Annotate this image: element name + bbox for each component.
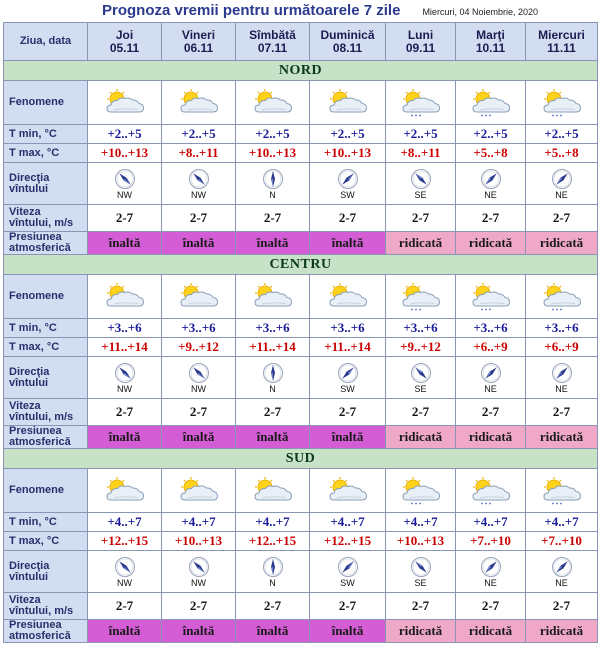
wind-speed-value: 2-7 — [236, 399, 310, 426]
day-date: 10.11 — [475, 40, 506, 55]
wind-direction-cell — [386, 163, 456, 205]
day-header — [310, 23, 386, 61]
label-line: Presiunea — [9, 619, 62, 631]
region-name: NORD — [4, 61, 598, 81]
tmin-value: +3..+6 — [236, 319, 310, 338]
pressure-value: ridicată — [526, 232, 598, 255]
wind-direction-cell — [526, 551, 598, 593]
wind-speed-value: 2-7 — [162, 593, 236, 620]
wind-direction-value: NE — [555, 577, 568, 588]
tmax-label: T max, °C — [4, 144, 88, 163]
wind-direction-value: NW — [117, 577, 132, 588]
sun-cloud-icon — [310, 469, 386, 513]
wind-direction-value: N — [269, 189, 276, 200]
wind-direction-cell — [88, 163, 162, 205]
wind-direction-cell — [526, 357, 598, 399]
pressure-value: ridicată — [386, 426, 456, 449]
tmin-value: +4..+7 — [386, 513, 456, 532]
region-name: CENTRU — [4, 255, 598, 275]
compass-icon — [551, 556, 573, 578]
day-date: 08.11 — [332, 40, 363, 55]
page-header — [0, 0, 600, 22]
phenomena-label: Fenomene — [4, 469, 88, 513]
day-date: 09.11 — [405, 40, 436, 55]
tmin-label: T min, °C — [4, 513, 88, 532]
tmax-value: +9..+12 — [162, 338, 236, 357]
wind-direction-cell — [526, 163, 598, 205]
wind-direction-cell — [162, 551, 236, 593]
label-line: vîntului — [9, 570, 49, 583]
sun-cloud-snow-icon — [456, 81, 526, 125]
wind-speed-label — [4, 593, 88, 620]
tmax-value: +10..+13 — [236, 144, 310, 163]
wind-direction-cell — [386, 551, 456, 593]
tmin-value: +3..+6 — [88, 319, 162, 338]
day-header — [456, 23, 526, 61]
tmax-value: +12..+15 — [310, 532, 386, 551]
compass-icon — [114, 556, 136, 578]
day-name: Sîmbătă — [249, 27, 296, 42]
label-line: vîntului, m/s — [9, 217, 74, 229]
day-header — [88, 23, 162, 61]
wind-direction-cell — [162, 163, 236, 205]
tmax-value: +10..+13 — [162, 532, 236, 551]
tmax-value: +5..+8 — [456, 144, 526, 163]
wind-speed-value: 2-7 — [88, 399, 162, 426]
pressure-value: înaltă — [310, 232, 386, 255]
issue-date: Miercuri, 04 Noiembrie, 2020 — [422, 7, 538, 17]
day-header — [526, 23, 598, 61]
wind-speed-value: 2-7 — [88, 205, 162, 232]
phenomena-row — [4, 469, 598, 513]
tmax-value: +10..+13 — [386, 532, 456, 551]
wind-speed-row — [4, 399, 598, 426]
label-line: Viteza — [9, 400, 41, 412]
day-name: Duminică — [320, 27, 375, 42]
label-line: Presiunea — [9, 231, 62, 243]
tmax-value: +6..+9 — [456, 338, 526, 357]
tmin-value: +4..+7 — [310, 513, 386, 532]
tmin-value: +3..+6 — [456, 319, 526, 338]
sun-cloud-snow-icon — [386, 275, 456, 319]
phenomena-label: Fenomene — [4, 275, 88, 319]
tmin-value: +2..+5 — [526, 125, 598, 144]
tmax-value: +8..+11 — [386, 144, 456, 163]
sun-cloud-icon — [162, 275, 236, 319]
wind-direction-cell — [310, 163, 386, 205]
label-line: Direcţia — [9, 365, 50, 378]
wind-direction-cell — [88, 357, 162, 399]
header-label: Ziua, data — [4, 23, 88, 61]
wind-speed-value: 2-7 — [526, 399, 598, 426]
pressure-value: ridicată — [456, 620, 526, 643]
sun-cloud-icon — [88, 469, 162, 513]
tmax-value: +11..+14 — [88, 338, 162, 357]
page-title: Prognoza vremii pentru următoarele 7 zile — [102, 2, 401, 19]
wind-speed-value: 2-7 — [386, 205, 456, 232]
wind-speed-label — [4, 205, 88, 232]
compass-icon — [337, 556, 359, 578]
sun-cloud-icon — [236, 469, 310, 513]
sun-cloud-snow-icon — [456, 275, 526, 319]
tmax-value: +8..+11 — [162, 144, 236, 163]
day-header — [162, 23, 236, 61]
sun-cloud-snow-icon — [386, 469, 456, 513]
tmax-value: +12..+15 — [88, 532, 162, 551]
tmax-label: T max, °C — [4, 532, 88, 551]
day-date: 11.11 — [547, 40, 576, 55]
pressure-value: ridicată — [456, 232, 526, 255]
tmin-value: +2..+5 — [236, 125, 310, 144]
compass-icon — [480, 362, 502, 384]
day-name: Luni — [407, 27, 434, 42]
sun-cloud-snow-icon — [526, 469, 598, 513]
wind-direction-value: NW — [191, 383, 206, 394]
compass-icon — [551, 168, 573, 190]
label-line: Presiunea — [9, 425, 62, 437]
sun-cloud-icon — [236, 81, 310, 125]
phenomena-label: Fenomene — [4, 81, 88, 125]
tmin-label: T min, °C — [4, 125, 88, 144]
tmax-row — [4, 532, 598, 551]
tmin-row — [4, 319, 598, 338]
sun-cloud-icon — [88, 275, 162, 319]
compass-icon — [480, 168, 502, 190]
sun-cloud-icon — [310, 275, 386, 319]
tmax-value: +7..+10 — [456, 532, 526, 551]
wind-speed-value: 2-7 — [456, 399, 526, 426]
pressure-value: înaltă — [236, 426, 310, 449]
wind-speed-value: 2-7 — [386, 399, 456, 426]
wind-direction-cell — [88, 551, 162, 593]
label-line: Direcţia — [9, 171, 50, 184]
wind-speed-value: 2-7 — [310, 399, 386, 426]
wind-direction-value: NE — [555, 189, 568, 200]
wind-direction-label — [4, 357, 88, 399]
day-name: Miercuri — [538, 27, 585, 42]
day-name: Marţi — [476, 27, 505, 42]
label-line: vîntului, m/s — [9, 605, 74, 617]
sun-cloud-snow-icon — [386, 81, 456, 125]
sun-cloud-snow-icon — [526, 275, 598, 319]
wind-direction-cell — [162, 357, 236, 399]
wind-direction-cell — [236, 551, 310, 593]
wind-direction-value: NE — [484, 383, 497, 394]
day-header — [386, 23, 456, 61]
day-header — [236, 23, 310, 61]
wind-speed-value: 2-7 — [162, 399, 236, 426]
pressure-value: ridicată — [386, 620, 456, 643]
wind-direction-value: SE — [414, 189, 427, 200]
pressure-label — [4, 620, 88, 643]
wind-speed-value: 2-7 — [236, 205, 310, 232]
compass-icon — [410, 168, 432, 190]
wind-speed-value: 2-7 — [526, 593, 598, 620]
wind-direction-cell — [456, 163, 526, 205]
wind-speed-value: 2-7 — [88, 593, 162, 620]
tmax-value: +10..+13 — [88, 144, 162, 163]
pressure-value: înaltă — [310, 426, 386, 449]
label-line: Direcţia — [9, 559, 50, 572]
sun-cloud-icon — [310, 81, 386, 125]
wind-direction-value: NW — [117, 383, 132, 394]
tmin-value: +4..+7 — [526, 513, 598, 532]
wind-direction-value: NE — [484, 189, 497, 200]
wind-direction-value: NW — [191, 577, 206, 588]
wind-speed-value: 2-7 — [386, 593, 456, 620]
day-date: 07.11 — [257, 40, 288, 55]
pressure-value: înaltă — [162, 426, 236, 449]
sun-cloud-snow-icon — [526, 81, 598, 125]
wind-direction-value: NW — [117, 189, 132, 200]
compass-icon — [262, 362, 284, 384]
wind-direction-value: NE — [484, 577, 497, 588]
wind-direction-value: N — [269, 577, 276, 588]
wind-speed-row — [4, 205, 598, 232]
wind-direction-cell — [236, 163, 310, 205]
wind-direction-value: SW — [340, 189, 355, 200]
tmin-value: +4..+7 — [456, 513, 526, 532]
pressure-value: înaltă — [88, 620, 162, 643]
tmax-value: +11..+14 — [310, 338, 386, 357]
sun-cloud-icon — [162, 469, 236, 513]
label-line: atmosferică — [9, 242, 71, 254]
wind-direction-cell — [310, 357, 386, 399]
pressure-value: înaltă — [162, 232, 236, 255]
region-row — [4, 449, 598, 469]
day-date: 06.11 — [183, 40, 214, 55]
wind-direction-value: SE — [414, 577, 427, 588]
pressure-row — [4, 620, 598, 643]
wind-direction-value: SW — [340, 577, 355, 588]
label-line: vîntului, m/s — [9, 411, 74, 423]
tmin-value: +2..+5 — [162, 125, 236, 144]
compass-icon — [337, 168, 359, 190]
tmax-value: +7..+10 — [526, 532, 598, 551]
tmin-label: T min, °C — [4, 319, 88, 338]
label-line: vîntului — [9, 376, 49, 389]
compass-icon — [337, 362, 359, 384]
tmin-value: +2..+5 — [88, 125, 162, 144]
tmax-value: +5..+8 — [526, 144, 598, 163]
wind-speed-row — [4, 593, 598, 620]
header-row — [4, 23, 598, 61]
compass-icon — [188, 362, 210, 384]
compass-icon — [551, 362, 573, 384]
tmin-value: +4..+7 — [162, 513, 236, 532]
pressure-value: înaltă — [88, 426, 162, 449]
tmin-value: +3..+6 — [526, 319, 598, 338]
pressure-value: înaltă — [88, 232, 162, 255]
wind-direction-value: SE — [414, 383, 427, 394]
pressure-value: înaltă — [162, 620, 236, 643]
region-row — [4, 255, 598, 275]
pressure-value: ridicată — [526, 620, 598, 643]
pressure-value: ridicată — [526, 426, 598, 449]
wind-direction-cell — [310, 551, 386, 593]
wind-speed-label — [4, 399, 88, 426]
tmax-value: +6..+9 — [526, 338, 598, 357]
wind-direction-cell — [456, 357, 526, 399]
region-row — [4, 61, 598, 81]
wind-direction-cell — [236, 357, 310, 399]
tmin-value: +2..+5 — [310, 125, 386, 144]
label-line: Viteza — [9, 594, 41, 606]
pressure-row — [4, 232, 598, 255]
label-line: vîntului — [9, 182, 49, 195]
label-line: Viteza — [9, 206, 41, 218]
wind-direction-value: N — [269, 383, 276, 394]
tmin-value: +3..+6 — [386, 319, 456, 338]
wind-speed-value: 2-7 — [310, 205, 386, 232]
day-date: 05.11 — [109, 40, 140, 55]
tmax-value: +12..+15 — [236, 532, 310, 551]
tmin-value: +2..+5 — [386, 125, 456, 144]
label-line: atmosferică — [9, 436, 71, 448]
wind-speed-value: 2-7 — [236, 593, 310, 620]
sun-cloud-icon — [236, 275, 310, 319]
tmax-value: +11..+14 — [236, 338, 310, 357]
phenomena-row — [4, 275, 598, 319]
compass-icon — [262, 556, 284, 578]
tmin-row — [4, 125, 598, 144]
wind-direction-value: NE — [555, 383, 568, 394]
wind-direction-row — [4, 163, 598, 205]
day-name: Vineri — [181, 27, 216, 42]
pressure-value: ridicată — [456, 426, 526, 449]
day-name: Joi — [115, 27, 134, 42]
pressure-row — [4, 426, 598, 449]
wind-direction-cell — [386, 357, 456, 399]
region-name: SUD — [4, 449, 598, 469]
wind-direction-value: NW — [191, 189, 206, 200]
compass-icon — [188, 556, 210, 578]
pressure-label — [4, 232, 88, 255]
wind-direction-label — [4, 163, 88, 205]
pressure-label — [4, 426, 88, 449]
wind-direction-label — [4, 551, 88, 593]
wind-speed-value: 2-7 — [162, 205, 236, 232]
tmax-value: +9..+12 — [386, 338, 456, 357]
pressure-value: ridicată — [386, 232, 456, 255]
label-line: atmosferică — [9, 630, 71, 642]
wind-direction-value: SW — [340, 383, 355, 394]
compass-icon — [480, 556, 502, 578]
compass-icon — [410, 556, 432, 578]
tmax-row — [4, 338, 598, 357]
wind-speed-value: 2-7 — [456, 205, 526, 232]
wind-speed-value: 2-7 — [456, 593, 526, 620]
tmax-label: T max, °C — [4, 338, 88, 357]
tmin-value: +3..+6 — [162, 319, 236, 338]
tmin-value: +2..+5 — [456, 125, 526, 144]
wind-direction-row — [4, 551, 598, 593]
pressure-value: înaltă — [310, 620, 386, 643]
forecast-table — [3, 22, 598, 643]
compass-icon — [262, 168, 284, 190]
tmin-value: +4..+7 — [236, 513, 310, 532]
tmax-value: +10..+13 — [310, 144, 386, 163]
compass-icon — [410, 362, 432, 384]
tmin-value: +3..+6 — [310, 319, 386, 338]
sun-cloud-icon — [88, 81, 162, 125]
sun-cloud-snow-icon — [456, 469, 526, 513]
pressure-value: înaltă — [236, 620, 310, 643]
tmin-value: +4..+7 — [88, 513, 162, 532]
compass-icon — [114, 168, 136, 190]
wind-speed-value: 2-7 — [310, 593, 386, 620]
tmin-row — [4, 513, 598, 532]
compass-icon — [188, 168, 210, 190]
tmax-row — [4, 144, 598, 163]
wind-direction-row — [4, 357, 598, 399]
wind-speed-value: 2-7 — [526, 205, 598, 232]
compass-icon — [114, 362, 136, 384]
wind-direction-cell — [456, 551, 526, 593]
pressure-value: înaltă — [236, 232, 310, 255]
sun-cloud-icon — [162, 81, 236, 125]
phenomena-row — [4, 81, 598, 125]
